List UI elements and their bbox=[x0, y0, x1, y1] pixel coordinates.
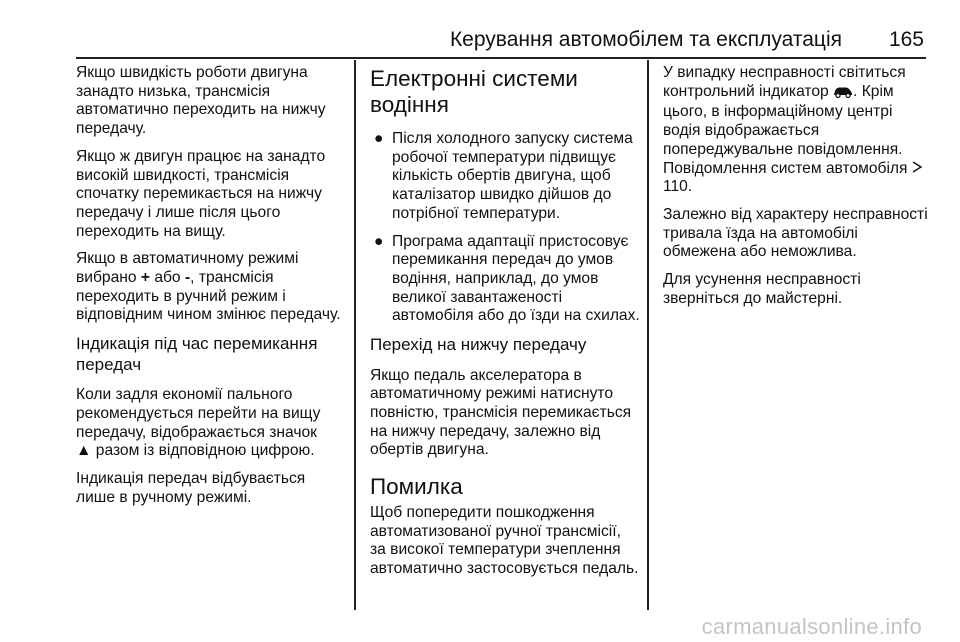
section-heading-fault: Помилка bbox=[370, 474, 463, 500]
page-title: Керування автомобілем та експлуатація bbox=[449, 28, 842, 51]
plus-symbol: + bbox=[140, 269, 150, 287]
column-divider-1 bbox=[354, 60, 356, 610]
watermark: carmanualsonline.info bbox=[701, 614, 922, 639]
list-item: ● Після холодного запуску система робочої температури підвищує кількість обертів двигуна, щоб каталізатор швидко дійшов до потрібної температури. bbox=[374, 130, 633, 222]
paragraph: Якщо швидкість роботи двигуна занадто низька, трансмісія автоматично переходить на нижчу передачу. bbox=[76, 64, 326, 138]
cross-reference-page[interactable]: 110 bbox=[663, 178, 688, 196]
paragraph: Якщо в автоматичному режимі вибрано + або -, трансмісія переходить в ручний режим і відповідним чином змінює передачу. bbox=[76, 250, 341, 324]
paragraph: Якщо педаль акселератора в автоматичному режимі натиснуто повністю, трансмісія перемикається на нижчу передачу, залежно від обертів двигуна. bbox=[370, 366, 632, 459]
paragraph: Для усунення несправності зверніться до майстерні. bbox=[663, 271, 861, 307]
paragraph: У випадку несправності світиться контрольний індикатор . Крім цього, в інформаційному центрі водія відображається попереджувальне повідомлення. Повідомлення систем автомобіля 110. bbox=[663, 64, 928, 197]
paragraph: Індикація передач відбувається лише в ручному режимі. bbox=[76, 469, 306, 506]
cross-reference-arrow-icon bbox=[912, 160, 923, 179]
bullet-icon: ● bbox=[374, 232, 384, 250]
upshift-arrow-icon: ▲ bbox=[76, 442, 92, 460]
column-2 bbox=[370, 64, 640, 588]
list-item: ● Програма адаптації пристосовує перемикання передач до умов водіння, наприклад, до умов великої завантаженості автомобіля або до їзди на схилах. bbox=[374, 232, 640, 325]
column-divider-2 bbox=[647, 60, 649, 610]
paragraph: Якщо ж двигун працює на занадто високій швидкості, трансмісія спочатку перемикається на нижчу передачу і лише після цього переходить на вищу. bbox=[76, 147, 326, 240]
header-rule bbox=[76, 57, 926, 59]
section-heading-kickdown: Перехід на нижчу передачу bbox=[370, 335, 587, 355]
bullet-icon: ● bbox=[374, 130, 384, 147]
page-number: 165 bbox=[888, 28, 924, 51]
paragraph: Коли задля економії пального рекомендується перейти на вищу передачу, відображається значок ▲ разом із відповідною цифрою. bbox=[76, 386, 321, 460]
paragraph: Щоб попередити пошкодження автоматизованої ручної трансмісії, за високої температури зчеплення автоматично застосовується педаль. bbox=[370, 504, 639, 578]
paragraph: Залежно від характеру несправності тривала їзда на автомобілі обмежена або неможлива. bbox=[663, 205, 928, 261]
section-heading-electronic-systems: Електронні системи водіння bbox=[370, 66, 578, 117]
section-heading-gear-indication: Індикація під час перемикання передач bbox=[76, 334, 318, 374]
minus-symbol: - bbox=[184, 269, 191, 287]
column-3 bbox=[663, 64, 928, 317]
column-1 bbox=[76, 64, 346, 516]
transmission-warning-car-icon bbox=[833, 85, 853, 104]
page-header bbox=[0, 0, 960, 56]
